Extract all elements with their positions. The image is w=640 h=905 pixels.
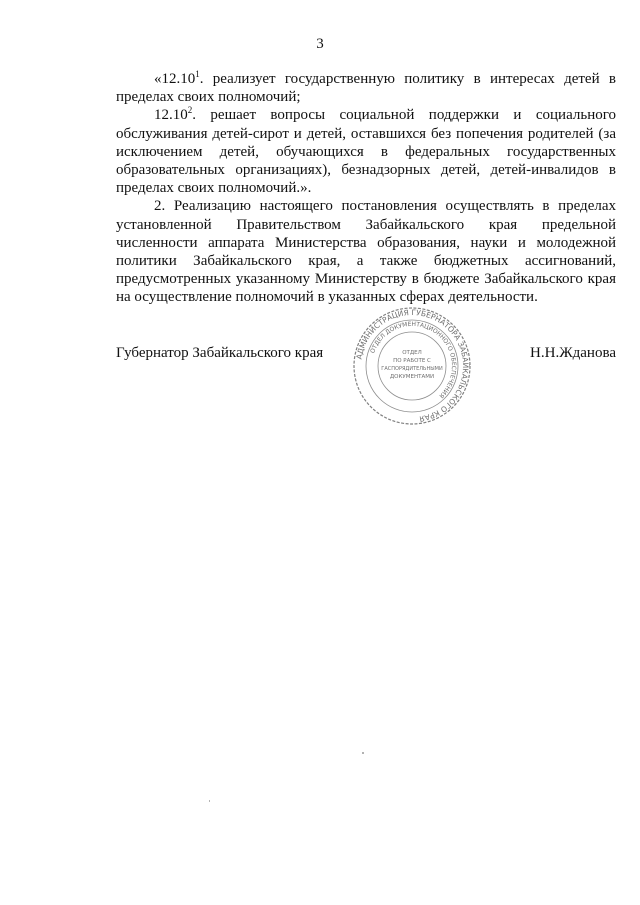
page-number: 3: [316, 36, 324, 52]
paragraph-12-10-1: [116, 70, 616, 106]
signatory-title: Губернатор Забайкальского края: [116, 345, 324, 361]
seal-inner-text: ОТДЕЛ ДОКУМЕНТАЦИОННОГО ОБЕСПЕЧЕНИЯ: [369, 320, 458, 400]
paragraph-12-10-2: [116, 106, 616, 197]
paragraph-2: 2. Реализацию настоящего постановления осуществлять в пределах установленной Правительством Забайкальского края предельной численности аппарата Министерства образования, науки и молодежной политики Забайкальского края, а также бюджетных ассигнований, предусмотренных указанному Министерству в бюджете Забайкальского края на осуществление полномочий в указанных сферах деятельности.: [116, 198, 616, 306]
clause-number: 12.10: [154, 107, 188, 124]
seal-center-line-3: ГАСПОРЯДИТЕЛЬНЫМИ: [381, 366, 443, 372]
seal-center-line-4: ДОКУМЕНТАМИ: [389, 374, 435, 380]
clause-text: . решает вопросы социальной поддержки и социального обслуживания детей-сирот и детей, оставшихся без попечения родителей (за исключением детей, обучающихся в федеральных государственных образовательных организациях), безнадзорных детей, детей-инвалидов в пределах своих полномочий.».: [116, 107, 616, 197]
clause-superscript: 1: [195, 69, 200, 79]
scan-speck: [209, 800, 210, 802]
seal-outer-text: АДМИНИСТРАЦИЯ ГУБЕРНАТОРА ЗАБАЙКАЛЬСКОГО КРАЯ: [354, 307, 471, 424]
document-body: [116, 70, 616, 307]
clause-superscript: 2: [187, 105, 193, 116]
seal-center-line-1: ОТДЕЛ: [402, 350, 422, 356]
scan-speck: [362, 752, 364, 754]
seal-center-line-2: ПО РАБОТЕ С: [393, 358, 431, 364]
signatory-name: Н.Н.Жданова: [530, 345, 616, 361]
clause-number: «12.10: [154, 71, 196, 87]
clause-text: . реализует государственную политику в интересах детей в пределах своих полномочий;: [116, 71, 616, 106]
signature-block: [116, 345, 616, 369]
